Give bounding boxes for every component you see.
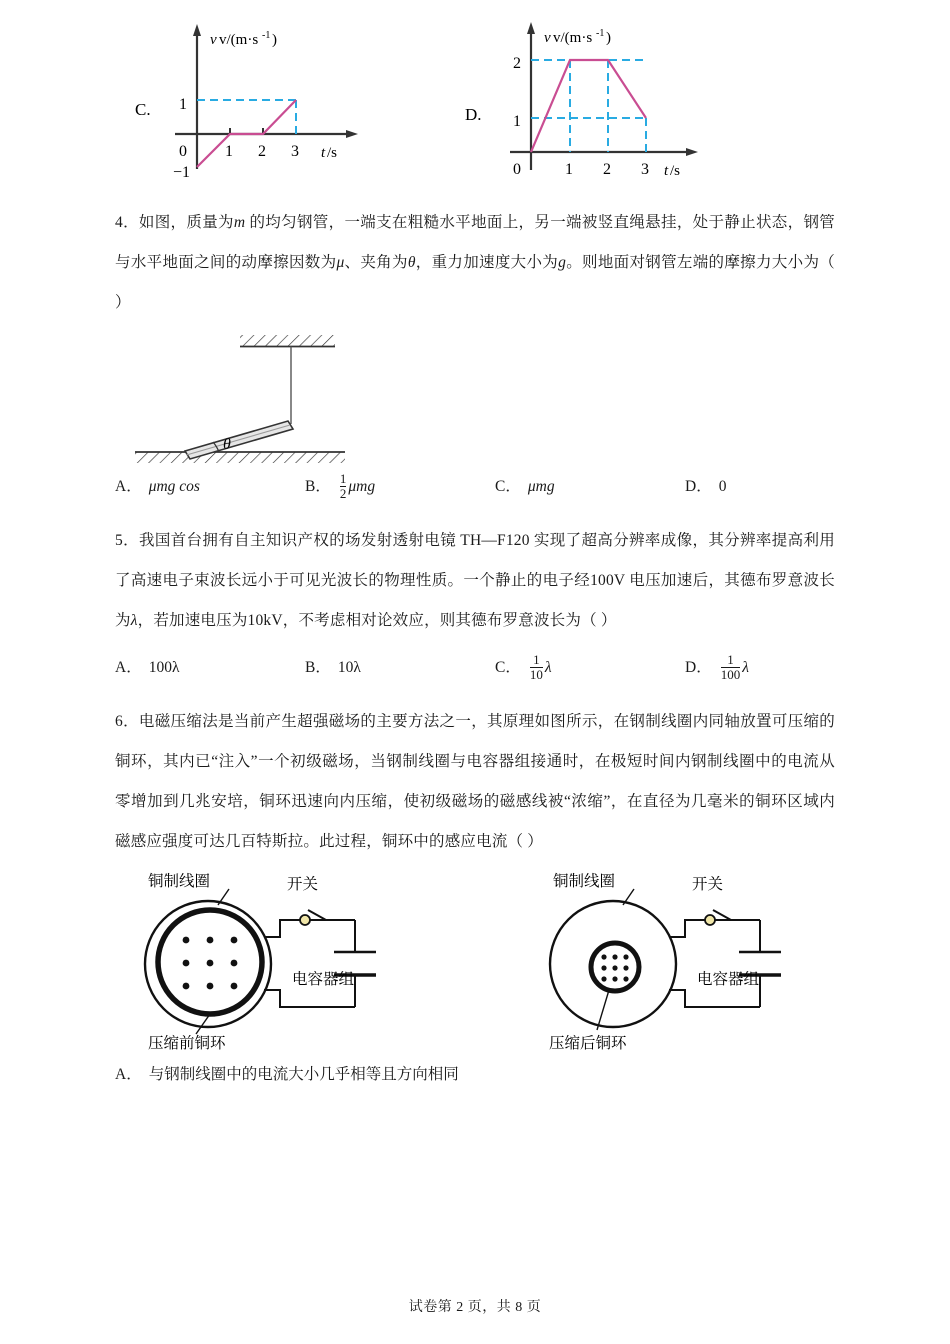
q4-var-mu: μ: [336, 254, 345, 271]
angle-label-theta: θ: [223, 436, 231, 453]
question-4-text: [115, 203, 835, 323]
label-coil-left: 铜制线圈: [148, 873, 211, 890]
q6-line3: 间内钢制线圈中的电流从零增加到几兆安培，铜环迅速向内压缩，使初级磁场的磁感线被“浓: [115, 753, 835, 810]
d-xtick-3: 3: [641, 161, 649, 178]
q5-line3a: 压加速后，其德布罗意波长为: [115, 572, 835, 629]
c-x-axis-label-t: t: [321, 145, 326, 161]
q6-line4: 缩”，在直径为几毫米的铜环区域内磁感应强度可达几百特斯拉。此过程，铜环中的感应电: [115, 793, 835, 850]
c-xtick-2: 2: [258, 143, 266, 160]
q4-option-c[interactable]: [495, 470, 685, 504]
q4-line3: 对钢管左端的摩擦力大小为（ ）: [115, 254, 835, 311]
question-6-options: [115, 1058, 835, 1092]
d-x-axis-label-s: /s: [670, 163, 681, 179]
d-data-line: [531, 60, 646, 152]
q4-option-b-label: B．: [305, 478, 331, 495]
graph-c-option-label: C.: [135, 100, 151, 119]
q4-line2a: 止状态，钢管与水平地面之间的动摩擦因数为: [115, 214, 835, 271]
q4-option-b-denominator: 2: [339, 485, 347, 501]
ceiling-hatch: [240, 335, 335, 346]
q5-option-d-label: D．: [685, 659, 712, 676]
graph-option-c: [135, 14, 395, 181]
q4-option-b-numerator: 1: [339, 470, 347, 486]
label-ring-right: 压缩后铜环: [549, 1035, 627, 1052]
q5-option-b[interactable]: [305, 651, 495, 685]
label-switch-left: 开关: [287, 876, 319, 893]
q4-line1a: 如图，质量为: [138, 214, 234, 231]
q4-line2d: 。则地面: [566, 254, 630, 271]
q6-option-a-text: 与钢制线圈中的电流大小几乎相等且方向相同: [148, 1066, 459, 1083]
lead-bottom-right: [669, 990, 760, 1007]
q5-var-lambda: λ: [130, 612, 138, 629]
d-origin-label: 0: [513, 161, 521, 178]
d-ytick-1: 1: [513, 113, 521, 130]
q4-option-a-label: A．: [115, 478, 142, 495]
c-xtick-3: 3: [291, 143, 299, 160]
q4-var-g: g: [558, 254, 567, 271]
question-6-figure: [115, 862, 835, 1052]
q4-line2c: ，重力加速度大小为: [415, 254, 559, 271]
q5-option-c-tail: λ: [544, 659, 552, 676]
q5-option-c[interactable]: [495, 651, 685, 685]
d-ytick-2: 2: [513, 55, 521, 72]
q6-option-a[interactable]: [115, 1058, 459, 1092]
c-ytick-1: 1: [179, 96, 187, 113]
q5-option-d[interactable]: [685, 651, 749, 685]
q5-option-d-denominator: 100: [720, 666, 741, 682]
leader-ring-right: [597, 990, 609, 1030]
c-xtick-1: 1: [225, 143, 233, 160]
d-y-axis-paren: ): [606, 30, 611, 46]
d-xtick-2: 2: [603, 161, 611, 178]
d-x-axis-label-t: t: [664, 163, 669, 179]
q4-option-c-label: C．: [495, 478, 521, 495]
q5-option-b-label: B．: [305, 659, 331, 676]
q5-option-c-fraction: [530, 653, 543, 681]
c-y-axis-paren: ): [272, 32, 277, 48]
label-coil-right: 铜制线圈: [553, 873, 616, 890]
q6-number: 6．: [115, 713, 139, 730]
q5-option-c-denominator: 10: [529, 666, 543, 682]
q4-option-a[interactable]: [115, 470, 305, 504]
label-ring-left: 压缩前铜环: [148, 1035, 226, 1052]
q5-option-a-label: A．: [115, 659, 142, 676]
q4-option-a-text: μmg cos: [148, 478, 200, 495]
d-y-axis-label: v: [544, 30, 551, 46]
d-x-arrow: [686, 148, 698, 156]
label-switch-right: 开关: [692, 876, 724, 893]
question-5-text: [115, 521, 835, 641]
question-4-options: [115, 470, 835, 504]
leader-ring-left: [196, 1014, 210, 1034]
q5-number: 5．: [115, 532, 139, 549]
c-y-axis-label: v: [210, 32, 217, 48]
graph-d-option-label: D.: [465, 105, 482, 124]
c-ytick-neg1: −1: [173, 164, 191, 181]
question-5-options: [115, 651, 835, 685]
q4-option-d[interactable]: [685, 470, 726, 504]
q4-option-b-tail: μmg: [348, 478, 376, 495]
q6-line1: 电磁压缩法是当前产生超强磁场的主要方法之一，其原理如图所示，在钢制线圈内同轴: [138, 713, 741, 730]
c-origin-label: 0: [179, 143, 187, 160]
d-xtick-1: 1: [565, 161, 573, 178]
q4-var-theta: θ: [407, 254, 416, 271]
velocity-time-graphs: [115, 0, 835, 180]
q5-line2: 辨率提高利用了高速电子束波长远小于可见光波长的物理性质。一个静止的电子经100V 电: [115, 532, 836, 589]
q4-option-b-fraction: [340, 472, 347, 500]
d-y-arrow: [527, 22, 535, 34]
q4-option-d-text: 0: [718, 478, 727, 495]
q5-option-a[interactable]: [115, 651, 305, 685]
q4-line1b: 的均匀钢管，一端支在粗糙水平地面上，另一端被竖直绳悬挂，处于静: [249, 214, 741, 231]
c-y-axis-unit: v/(m·s: [219, 32, 259, 48]
q6-option-a-label: A．: [115, 1066, 142, 1083]
q4-option-b[interactable]: [305, 470, 495, 504]
q5-option-c-label: C．: [495, 659, 521, 676]
q5-line1: 我国首台拥有自主知识产权的场发射透射电镜 TH—F120 实现了超高分辨率成像，其分: [138, 532, 741, 549]
graph-option-d: [465, 0, 745, 179]
page-footer: 试卷第 2 页，共 8 页: [408, 1300, 542, 1315]
c-y-arrow: [193, 24, 201, 36]
q5-option-d-fraction: [721, 653, 741, 681]
d-y-axis-unit: v/(m·s: [553, 30, 593, 46]
q4-var-m: m: [233, 214, 246, 231]
q4-line2b: 、夹角为: [344, 254, 408, 271]
q5-option-d-tail: λ: [742, 659, 749, 676]
circuit-before-compression: [130, 862, 430, 1052]
c-x-arrow: [346, 130, 358, 138]
q5-option-c-numerator: 1: [533, 651, 540, 667]
switch-pivot-left: [300, 915, 310, 925]
field-dots-right: [601, 954, 628, 981]
d-y-axis-exponent: -1: [596, 28, 605, 39]
q4-option-c-text: μmg: [527, 478, 555, 495]
question-6-text: [115, 702, 835, 862]
q4-number: 4．: [115, 214, 139, 231]
switch-pivot-right: [705, 915, 715, 925]
c-y-axis-exponent: -1: [262, 30, 271, 41]
ground-hatch: [135, 452, 345, 463]
c-x-axis-label-s: /s: [327, 145, 338, 161]
q5-option-a-text: 100λ: [148, 659, 180, 676]
q5-option-d-numerator: 1: [727, 651, 734, 667]
q5-line3b: ，若加速电压为10kV，不考虑相对论效应，则其德布罗意: [137, 612, 534, 629]
q6-line2: 放置可压缩的铜环，其内已“注入”一个初级磁场，当钢制线圈与电容器组接通时，在极短时: [115, 713, 836, 770]
q6-line5: 流（ ）: [491, 833, 543, 850]
q5-option-b-text: 10λ: [337, 659, 361, 676]
circuit-after-compression: [535, 862, 835, 1052]
question-4-figure: [115, 323, 835, 468]
label-capacitor-right: 电容器组: [697, 971, 760, 988]
q4-option-d-label: D．: [685, 478, 712, 495]
q5-line4: 波长为（ ）: [533, 612, 617, 629]
label-capacitor-left: 电容器组: [292, 971, 355, 988]
lead-bottom-left: [264, 990, 355, 1007]
